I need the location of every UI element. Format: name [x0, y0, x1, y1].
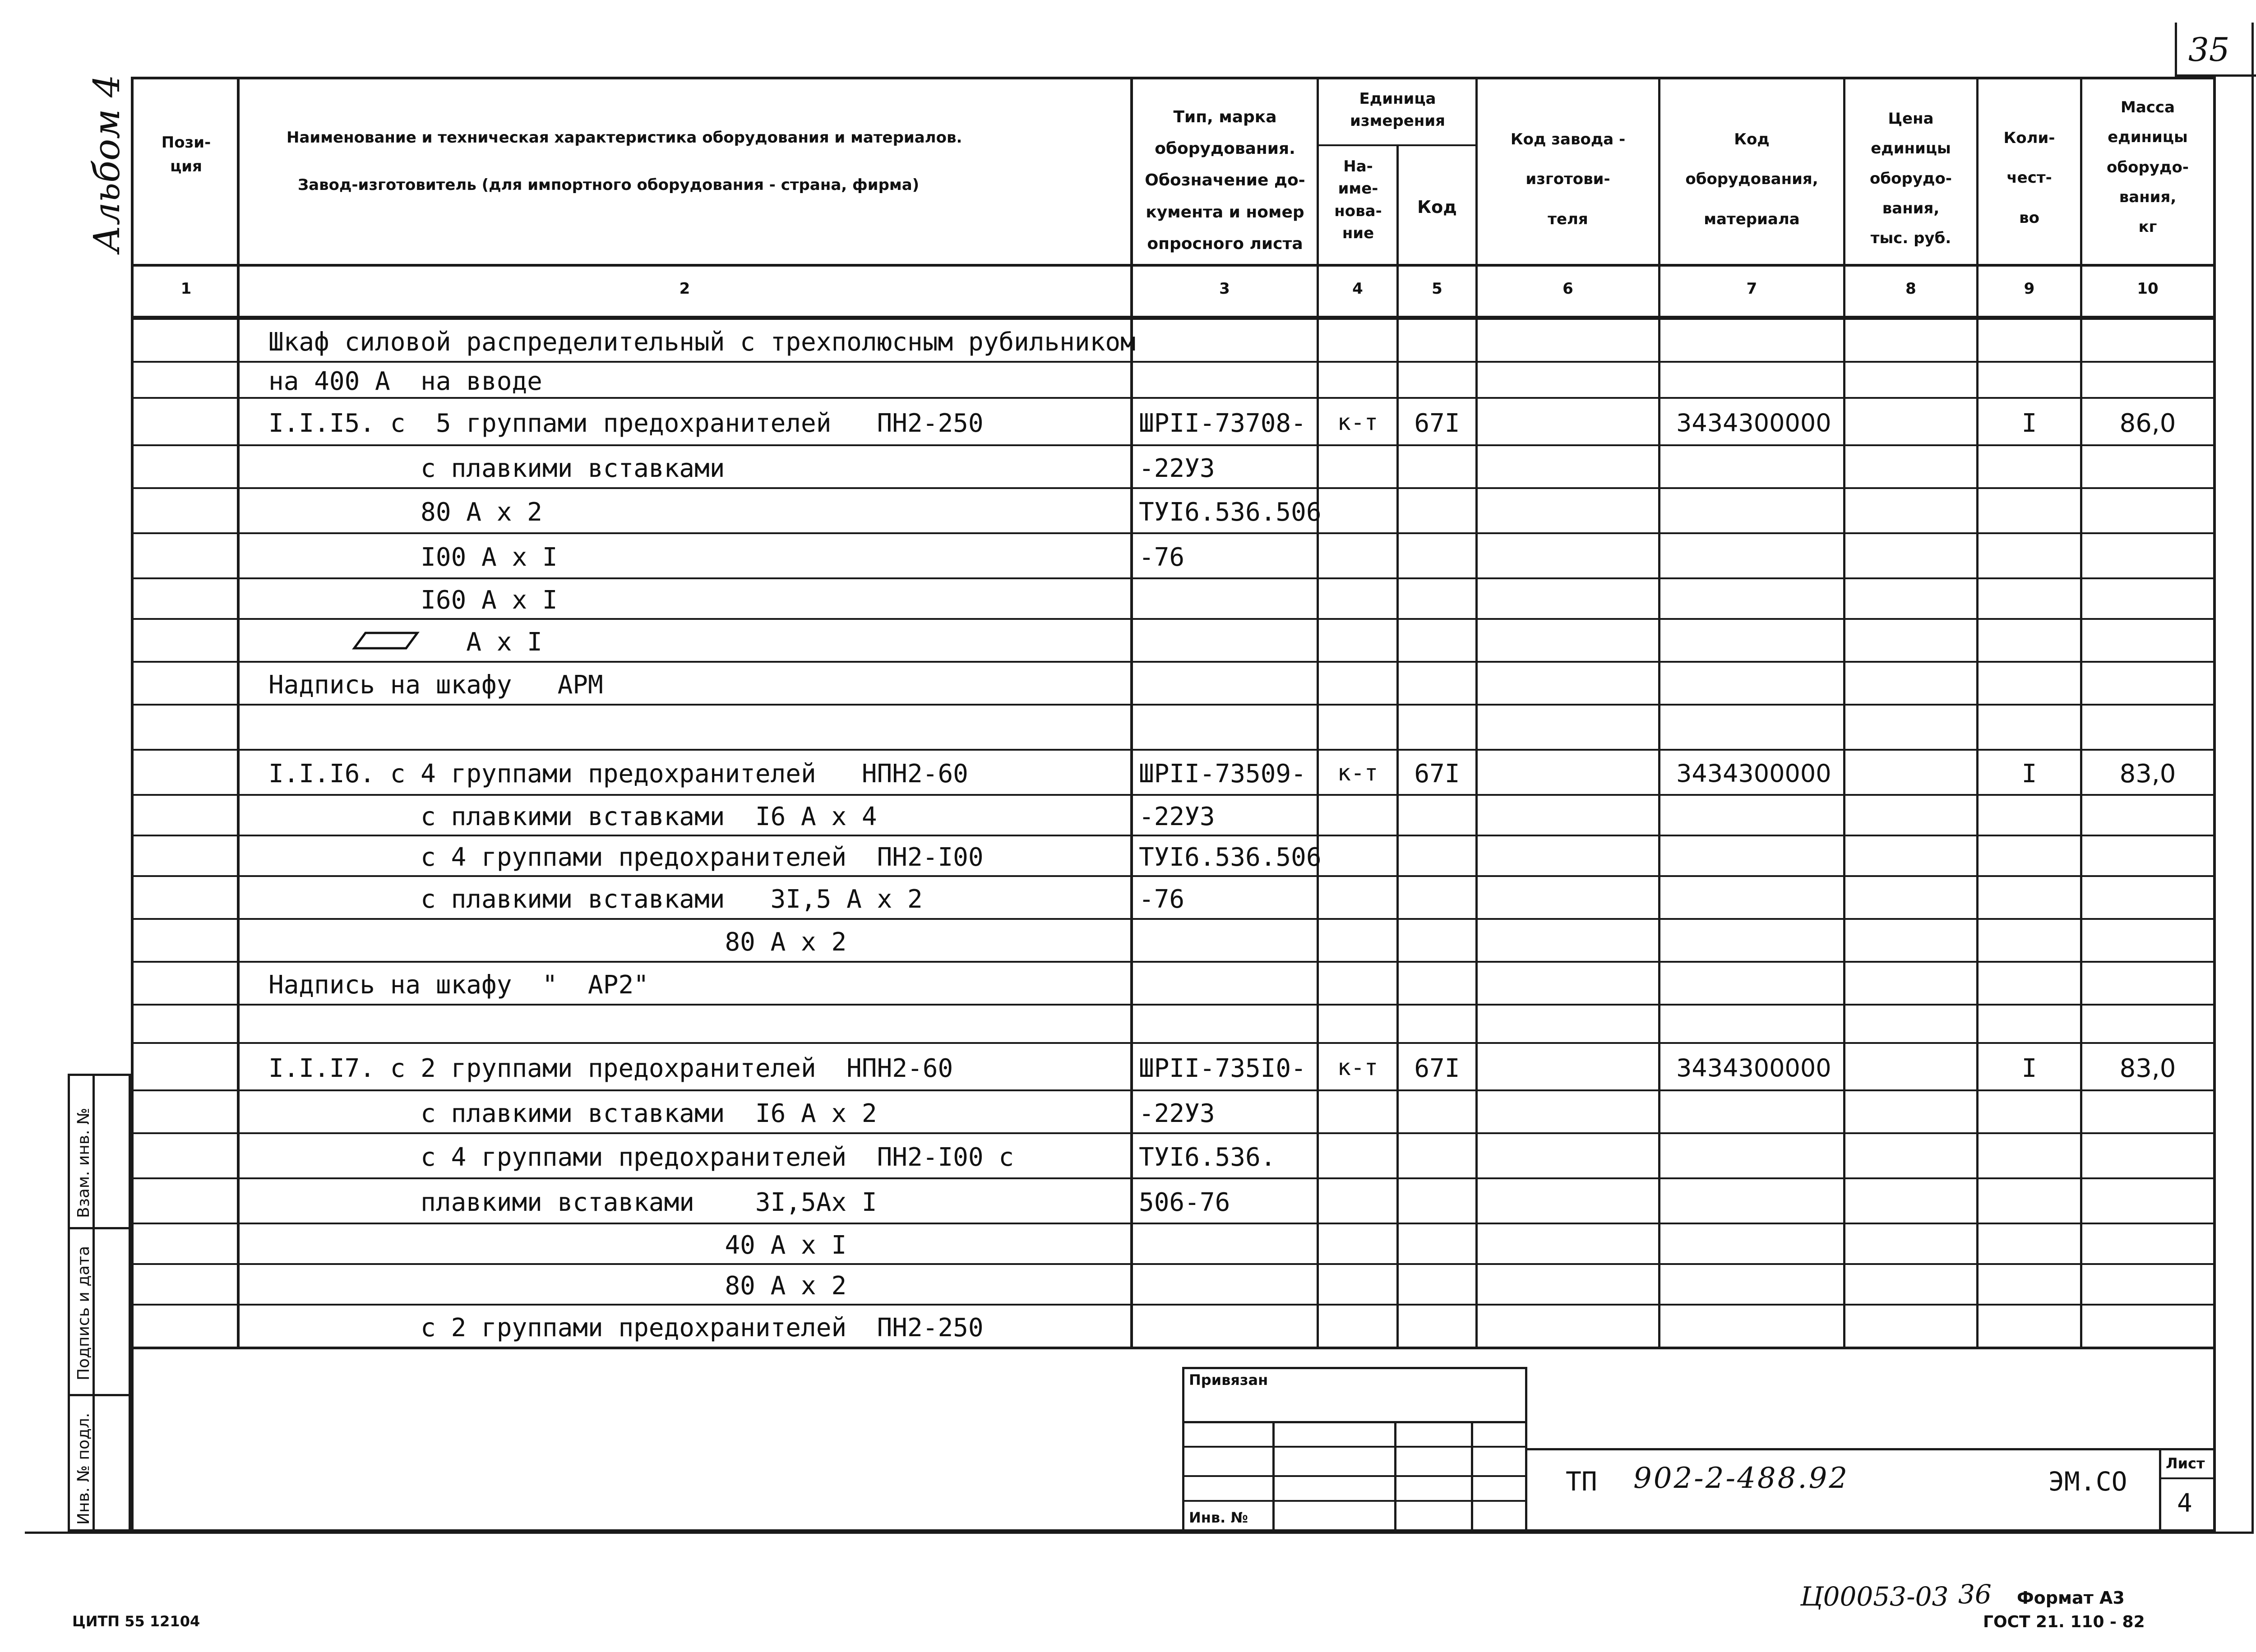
row-line — [131, 835, 2215, 836]
row-line — [131, 1089, 2215, 1091]
cell-c3: 506-76 — [1139, 1188, 1230, 1217]
cell-c3: -76 — [1139, 884, 1185, 914]
sheet-box-mid — [2159, 1477, 2215, 1479]
row-line — [131, 577, 2215, 579]
cell-c4: к-т — [1337, 1054, 1378, 1080]
col-line — [1317, 77, 1319, 1349]
col-line — [1976, 77, 1979, 1349]
row-line — [131, 487, 2215, 489]
cell-c2: с плавкими вставками 3I,5 А х 2 — [268, 884, 923, 914]
cell-c9: I — [2021, 408, 2037, 438]
privyazan-line — [1182, 1500, 1527, 1502]
cell-c2: с плавкими вставками I6 А х 2 — [268, 1098, 877, 1128]
cell-c2: с плавкими вставками I6 А х 4 — [268, 802, 877, 831]
footer-left: ЦИТП 55 12104 — [72, 1613, 200, 1630]
row-line — [131, 961, 2215, 963]
privyazan-col — [1471, 1421, 1473, 1532]
colnum-7: 7 — [1746, 280, 1757, 298]
cell-c9: I — [2021, 1053, 2037, 1083]
cell-c2: I.I.I7. с 2 группами предохранителей НПН2-60 — [268, 1053, 953, 1083]
col-line — [1396, 144, 1399, 1349]
cell-c3: ШРII-735I0- — [1139, 1053, 1306, 1083]
privyazan-col — [1272, 1421, 1275, 1532]
cell-c2: I.I.I5. с 5 группами предохранителей ПН2-250 — [268, 408, 984, 438]
cell-c3: ШРII-73708- — [1139, 408, 1306, 438]
header-unit-code: Код — [1417, 197, 1457, 217]
header-units: Единица измерения — [1350, 90, 1445, 130]
doc-block-top — [1527, 1448, 2215, 1450]
cell-c2: с 2 группами предохранителей ПН2-250 — [268, 1313, 984, 1343]
col-line — [2213, 77, 2216, 1532]
row-line — [131, 1132, 2215, 1134]
header-type: Тип, марка оборудования. Обозначение до- кумента и номер опросного листа — [1145, 108, 1305, 253]
sheet-label: Лист — [2166, 1455, 2205, 1472]
privyazan-line — [1182, 1421, 1527, 1423]
cell-c5: 67I — [1414, 1053, 1460, 1083]
header-unit-name: На- име- нова- ние — [1334, 157, 1382, 242]
privyazan-line — [1182, 1446, 1527, 1448]
cell-c2: I60 А х I — [268, 586, 558, 615]
cell-c10: 83,0 — [2119, 759, 2176, 789]
cell-c2: с 4 группами предохранителей ПН2-I00 — [268, 843, 984, 872]
row-line — [131, 618, 2215, 620]
inv-label: Инв. № — [1189, 1509, 1248, 1526]
cell-c5: 67I — [1414, 408, 1460, 438]
cell-c3: ТУI6.536. — [1139, 1143, 1276, 1172]
cell-c3: -22У3 — [1139, 453, 1215, 483]
cell-c2: I00 А х I — [268, 543, 558, 572]
header-position: Пози- ция — [161, 134, 211, 175]
row-line — [131, 1177, 2215, 1179]
cell-c3: -22У3 — [1139, 1098, 1215, 1128]
cell-c7: 3434300000 — [1676, 759, 1831, 788]
col-line — [1475, 77, 1478, 1349]
colnum-2: 2 — [679, 280, 690, 298]
header-equip-code: Код оборудования, материала — [1685, 130, 1818, 228]
doc-prefix: ТП — [1566, 1466, 1597, 1497]
cell-c2: 80 А х 2 — [268, 498, 542, 527]
side-podpis: Подпись и дата — [74, 1246, 93, 1380]
row-line — [131, 1042, 2215, 1044]
col-line — [1658, 77, 1660, 1349]
header-bottom — [131, 264, 2215, 267]
row-line — [131, 1004, 2215, 1006]
side-inv: Инв. № подл. — [74, 1412, 93, 1525]
privyazan-col — [1394, 1421, 1396, 1532]
row-line — [131, 444, 2215, 446]
row-line — [131, 1304, 2215, 1306]
cell-c5: 67I — [1414, 759, 1460, 789]
colnum-4: 4 — [1352, 280, 1363, 298]
cell-c3: ТУI6.536.506 — [1139, 843, 1322, 872]
cell-c2: 80 А х 2 — [268, 927, 847, 957]
header-name-line1: Наименование и техническая характеристика оборудования и материалов. — [287, 129, 962, 147]
row-line — [131, 397, 2215, 399]
row-line — [131, 794, 2215, 796]
header-name-line2: Завод-изготовитель (для импортного оборудования - страна, фирма) — [298, 176, 920, 194]
cell-c7: 3434300000 — [1676, 1053, 1831, 1082]
cell-c2: Надпись на шкафу " АР2" — [268, 970, 649, 1000]
cell-c2: I.I.I6. с 4 группами предохранителей НПН2-60 — [268, 759, 968, 789]
sheet-box-left — [2159, 1448, 2161, 1532]
cell-c2: 40 А х I — [268, 1231, 847, 1260]
row-line — [131, 318, 2215, 320]
sheet-number-top: 35 — [2188, 31, 2230, 69]
cell-c10: 86,0 — [2119, 408, 2176, 438]
row-line — [131, 704, 2215, 706]
cell-c7: 3434300000 — [1676, 408, 1831, 437]
cell-c2: 80 А х 2 — [268, 1271, 847, 1301]
album-label: Альбом 4 — [86, 74, 128, 253]
privyazan-label: Привязан — [1189, 1371, 1268, 1389]
cell-c4: к-т — [1337, 409, 1378, 435]
row-line — [131, 1263, 2215, 1265]
doc-code: ЭМ.СО — [2048, 1466, 2127, 1497]
colnum-8: 8 — [1905, 280, 1916, 298]
footer-gost: ГОСТ 21. 110 - 82 — [1983, 1613, 2145, 1631]
cell-c2: с плавкими вставками — [268, 453, 725, 483]
doc-number: 902-2-488.92 — [1633, 1462, 1849, 1495]
colnum-10: 10 — [2137, 280, 2159, 298]
row-line — [131, 661, 2215, 663]
footer-num: 36 — [1958, 1579, 1992, 1610]
colnum-9: 9 — [2024, 280, 2035, 298]
footer-format: Формат А3 — [2017, 1588, 2125, 1608]
header-factory-code: Код завода - изготови- теля — [1510, 130, 1626, 228]
footer-code: Ц00053-03 — [1800, 1581, 1949, 1612]
cell-c2: на 400 А на вводе — [268, 367, 542, 396]
cell-c2: Надпись на шкафу АРМ — [268, 670, 603, 700]
col-line — [1843, 77, 1845, 1349]
col-line — [237, 77, 240, 1349]
side-vzam: Взам. инв. № — [74, 1107, 93, 1218]
cell-c9: I — [2021, 759, 2037, 789]
row-line — [131, 532, 2215, 534]
privyazan-box — [1182, 1367, 1527, 1532]
sheet-number: 4 — [2177, 1489, 2192, 1518]
colnum-5: 5 — [1432, 280, 1442, 298]
cell-c2: Шкаф силовой распределительный с трехполюсным рубильником — [268, 327, 1136, 357]
cell-c3: -22У3 — [1139, 802, 1215, 831]
row-line — [131, 1223, 2215, 1224]
title-block-bottom — [68, 1529, 2215, 1532]
row-line — [131, 875, 2215, 877]
row-line — [131, 918, 2215, 920]
header-quantity: Коли- чест- во — [2003, 129, 2055, 227]
units-divider — [1317, 144, 1475, 146]
cell-c3: ШРII-73509- — [1139, 759, 1306, 789]
cell-c3: -76 — [1139, 543, 1185, 572]
privyazan-line — [1182, 1475, 1527, 1477]
colnum-3: 3 — [1219, 280, 1230, 298]
col-line — [1130, 77, 1133, 1349]
cell-c4: к-т — [1337, 760, 1378, 786]
cell-c2: плавкими вставками 3I,5Ах I — [268, 1188, 877, 1217]
colnum-1: 1 — [180, 280, 192, 298]
header-mass: Масса единицы оборудо- вания, кг — [2107, 98, 2189, 236]
handwritten-symbol-icon — [352, 629, 420, 652]
data-bottom — [131, 1347, 2215, 1349]
header-price: Цена единицы оборудо- вания, тыс. руб. — [1870, 110, 1952, 248]
col-line — [2080, 77, 2082, 1349]
row-line — [131, 361, 2215, 363]
side-stamp-row — [68, 1227, 131, 1229]
cell-c2: с 4 группами предохранителей ПН2-I00 с — [268, 1143, 1014, 1172]
colnum-6: 6 — [1563, 280, 1573, 298]
cell-c2: А х I — [268, 627, 542, 657]
side-stamp-row — [68, 1394, 131, 1396]
cell-c3: ТУI6.536.506 — [1139, 498, 1322, 527]
cell-c10: 83,0 — [2119, 1053, 2176, 1083]
row-line — [131, 749, 2215, 751]
